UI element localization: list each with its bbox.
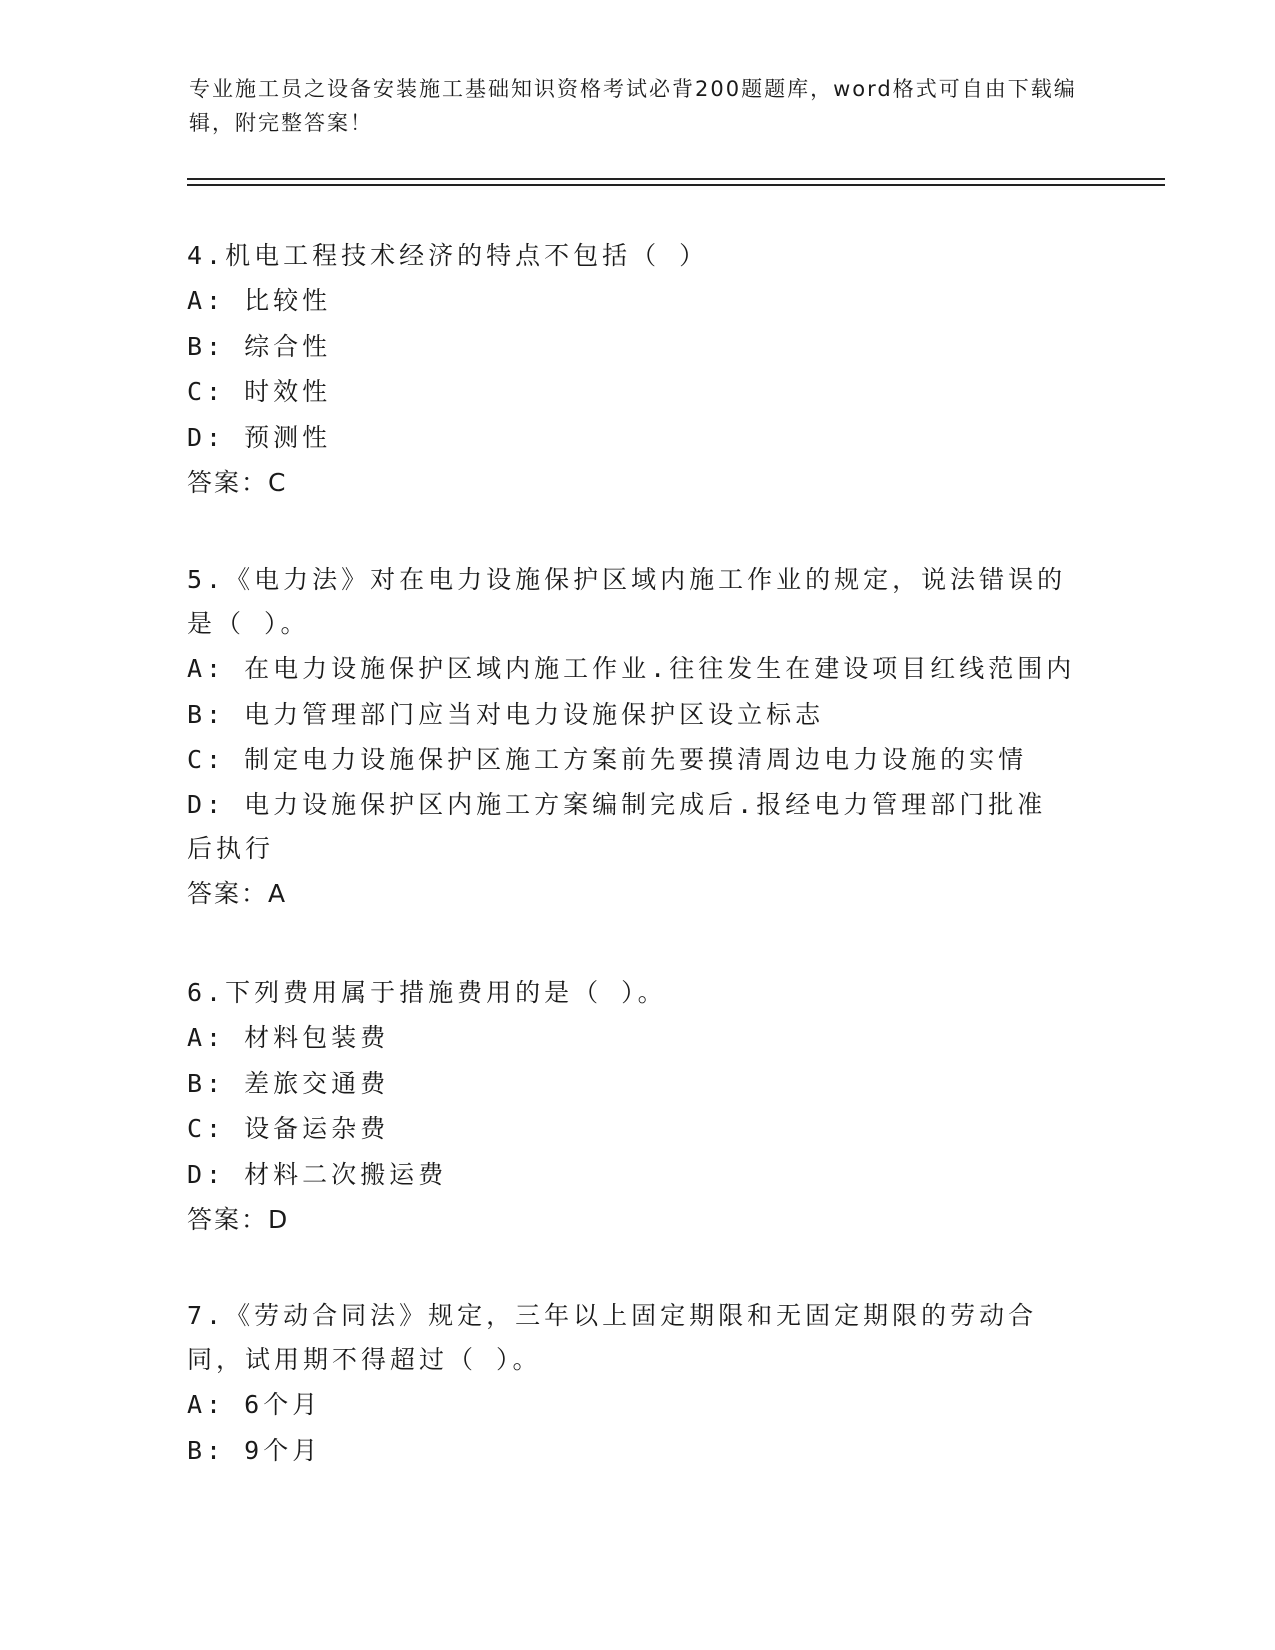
option-b: B: 电力管理部门应当对电力设施保护区设立标志 (187, 699, 825, 729)
option-c: C: 设备运杂费 (187, 1114, 390, 1143)
option-a: A: 比较性 (187, 286, 332, 315)
header-divider-top (187, 178, 1165, 180)
question-stem: 4.机电工程技术经济的特点不包括（ ） (187, 241, 709, 270)
question-7 (187, 1294, 1067, 1473)
option-d: D: 材料二次搬运费 (187, 1159, 448, 1189)
header-divider-bottom (187, 184, 1165, 186)
question-stem: 7.《劳动合同法》规定，三年以上固定期限和无固定期限的劳动合同，试用期不得超过（ ）。 (187, 1301, 1038, 1374)
option-b: B: 差旅交通费 (187, 1068, 390, 1098)
question-stem: 6.下列费用属于措施费用的是（ ）。 (187, 978, 667, 1007)
option-d: D: 电力设施保护区内施工方案编制完成后.报经电力管理部门批准后执行 (187, 789, 1047, 863)
option-b: B: 9个月 (187, 1435, 322, 1465)
option-c: C: 制定电力设施保护区施工方案前先要摸清周边电力设施的实情 (187, 745, 1028, 774)
answer: 答案：A (187, 878, 288, 908)
option-a: A: 6个月 (187, 1390, 322, 1419)
question-6 (187, 971, 1067, 1243)
option-d: D: 预测性 (187, 422, 332, 452)
question-stem: 5.《电力法》对在电力设施保护区域内施工作业的规定，说法错误的是（ ）。 (187, 565, 1067, 638)
question-5 (187, 558, 1076, 917)
answer: 答案：D (187, 1205, 290, 1234)
question-4 (187, 234, 1067, 506)
document-header: 专业施工员之设备安装施工基础知识资格考试必背200题题库，word格式可自由下载编辑，附完整答案！ (189, 77, 1077, 135)
option-a: A: 材料包装费 (187, 1023, 390, 1052)
option-b: B: 综合性 (187, 331, 332, 361)
option-a: A: 在电力设施保护区域内施工作业.往往发生在建设项目红线范围内 (187, 654, 1076, 683)
option-c: C: 时效性 (187, 377, 332, 406)
answer: 答案：C (187, 468, 288, 497)
